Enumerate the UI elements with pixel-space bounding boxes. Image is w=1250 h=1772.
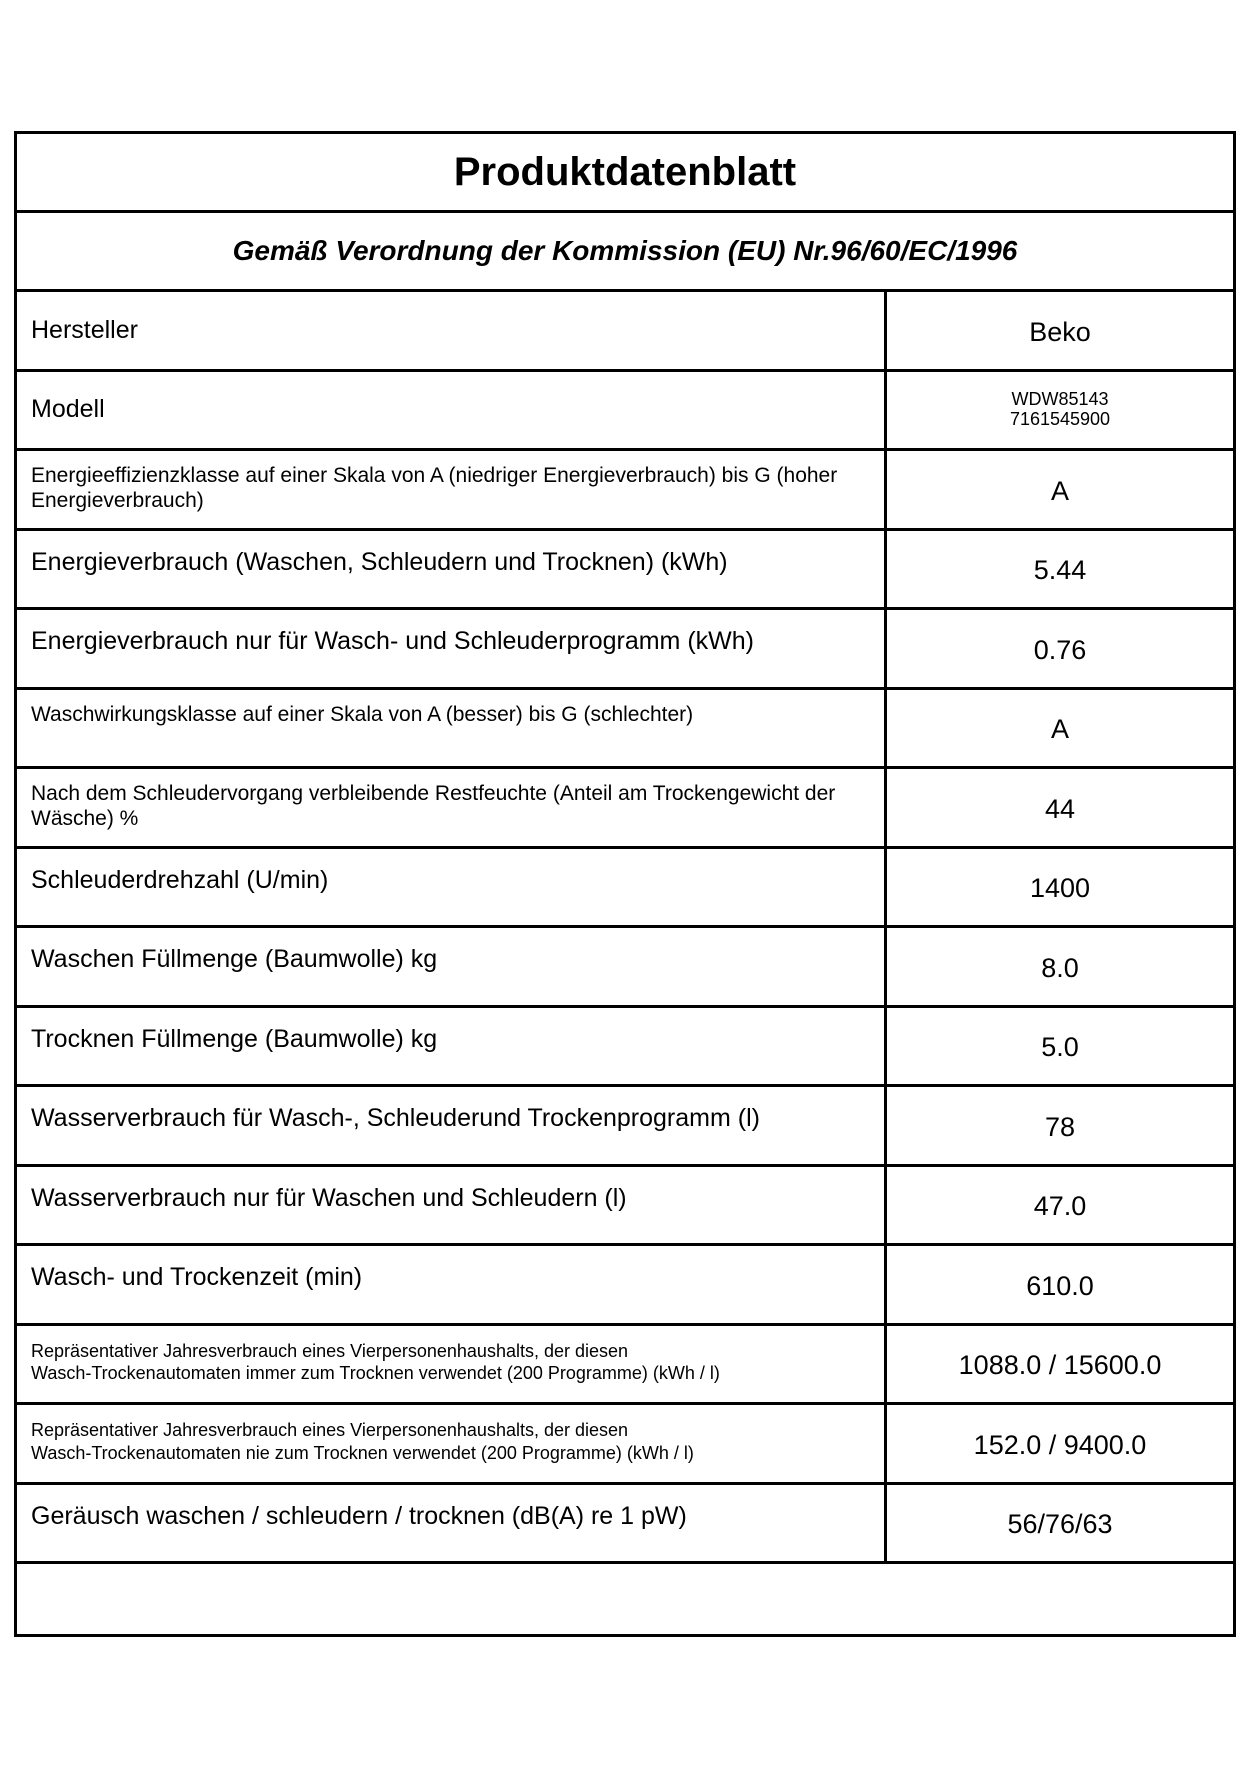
row-value: A xyxy=(1050,714,1069,745)
row-value: 47.0 xyxy=(1033,1191,1087,1222)
sheet-title: Produktdatenblatt xyxy=(17,134,1233,213)
row-label: Energieverbrauch nur für Wasch- und Schleuderprogramm (kWh) xyxy=(17,610,887,687)
row-label: Schleuderdrehzahl (U/min) xyxy=(17,849,887,926)
row-label-line: Wasch-Trockenautomaten immer zum Trocknen verwendet (200 Programme) (kWh / l) xyxy=(31,1363,720,1383)
table-row-annual-always-dry xyxy=(17,1326,1233,1406)
row-value: A xyxy=(1050,475,1069,506)
empty-footer-row xyxy=(17,1564,1233,1634)
row-label: Wasch- und Trockenzeit (min) xyxy=(17,1246,887,1323)
table-row-annual-never-dry xyxy=(17,1405,1233,1485)
table-row-wash-class xyxy=(17,690,1233,770)
row-label-line: Wasch-Trockenautomaten nie zum Trocknen verwendet (200 Programme) (kWh / l) xyxy=(31,1442,694,1463)
table-row-spin-speed xyxy=(17,849,1233,929)
table-row-noise xyxy=(17,1485,1233,1565)
row-label: Waschwirkungsklasse auf einer Skala von A (besser) bis G (schlechter) xyxy=(17,690,887,767)
row-value: 44 xyxy=(1044,793,1076,824)
article-number: 7161545900 xyxy=(1009,408,1111,429)
row-value: 5.0 xyxy=(1041,1032,1079,1063)
table-row-model xyxy=(17,372,1233,452)
row-label: Wasserverbrauch nur für Waschen und Schleudern (l) xyxy=(17,1167,887,1244)
row-value: 5.44 xyxy=(1033,555,1087,586)
row-label-line: Repräsentativer Jahresverbrauch eines Vierpersonenhaushalts, der diesen xyxy=(31,1340,629,1361)
row-label: Energieeffizienzklasse auf einer Skala von A (niedriger Energieverbrauch) bis G (hoher Energieverbrauch) xyxy=(17,451,887,528)
row-label: Hersteller xyxy=(17,292,887,369)
data-table xyxy=(17,292,1233,1564)
table-row-water-wash-spin xyxy=(17,1167,1233,1247)
row-label: Waschen Füllmenge (Baumwolle) kg xyxy=(17,928,887,1005)
row-value: 152.0 / 9400.0 xyxy=(973,1429,1147,1460)
row-label-line: Repräsentativer Jahresverbrauch eines Vierpersonenhaushalts, der diesen xyxy=(31,1420,629,1440)
row-label: Modell xyxy=(17,372,887,449)
row-value xyxy=(887,372,1233,449)
row-label: Geräusch waschen / schleudern / trocknen (dB(A) re 1 pW) xyxy=(17,1485,887,1562)
table-row-energy-class xyxy=(17,451,1233,531)
row-value: Beko xyxy=(1029,316,1091,347)
row-value: 1400 xyxy=(1029,873,1091,904)
row-value: 610.0 xyxy=(1026,1270,1094,1301)
sheet-subtitle: Gemäß Verordnung der Kommission (EU) Nr.96/60/EC/1996 xyxy=(17,213,1233,292)
row-label xyxy=(17,1405,887,1482)
row-value: 0.76 xyxy=(1033,634,1087,665)
table-row-energy-wash-spin xyxy=(17,610,1233,690)
table-row-residual-moisture xyxy=(17,769,1233,849)
row-value: 8.0 xyxy=(1041,952,1079,983)
table-row-manufacturer xyxy=(17,292,1233,372)
row-label: Trocknen Füllmenge (Baumwolle) kg xyxy=(17,1008,887,1085)
table-row-dry-capacity xyxy=(17,1008,1233,1088)
model-number: WDW85143 xyxy=(1011,388,1109,409)
row-label: Energieverbrauch (Waschen, Schleudern und Trocknen) (kWh) xyxy=(17,531,887,608)
table-row-water-total xyxy=(17,1087,1233,1167)
product-data-sheet xyxy=(14,131,1236,1637)
table-row-cycle-time xyxy=(17,1246,1233,1326)
table-row-wash-capacity xyxy=(17,928,1233,1008)
row-value: 1088.0 / 15600.0 xyxy=(958,1350,1162,1381)
row-value: 56/76/63 xyxy=(1007,1509,1113,1540)
table-row-energy-consumption xyxy=(17,531,1233,611)
row-value: 78 xyxy=(1044,1111,1076,1142)
row-label xyxy=(17,1326,887,1403)
row-label: Wasserverbrauch für Wasch-, Schleuderund Trockenprogramm (l) xyxy=(17,1087,887,1164)
row-label: Nach dem Schleudervorgang verbleibende Restfeuchte (Anteil am Trockengewicht der Wäsche) % xyxy=(17,769,887,846)
